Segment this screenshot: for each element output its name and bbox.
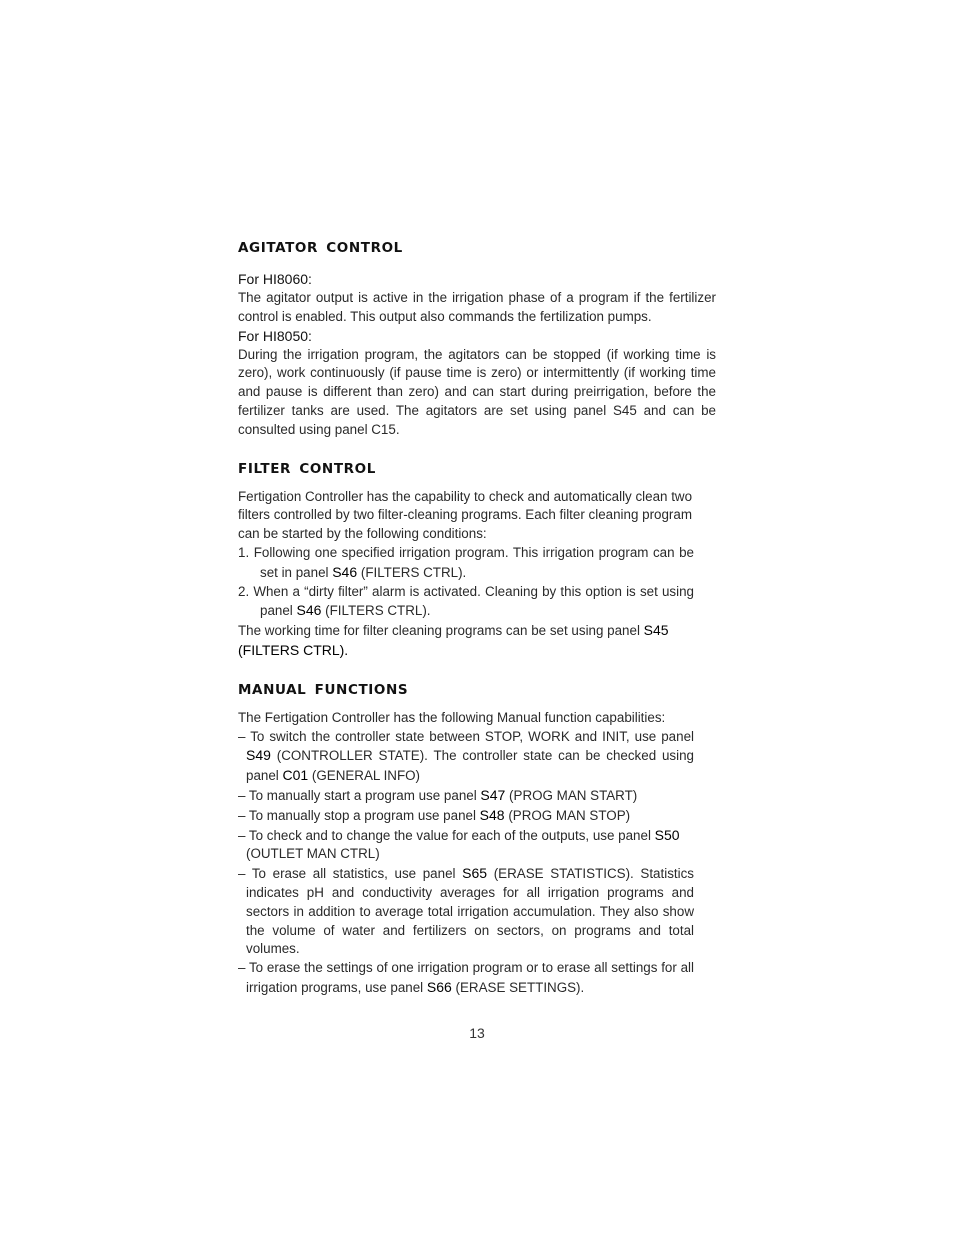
list-item-text: (ERASE STATISTICS). Statistics indicates pH and conductivity averages for all irrigation programs and sectors in addition to average total irrigation accumulation. They also show the volume of water and fertilizers on sectors, on programs and total volumes. [246, 866, 694, 957]
list-item [238, 786, 694, 806]
list-item-text: (CONTROLLER STATE). The controller state can be checked using panel [246, 748, 694, 784]
list-item-text: – To erase all statistics, use panel [238, 866, 463, 882]
section-title-manual: MANUAL FUNCTIONS [238, 681, 409, 698]
list-item-text: – To manually stop a program use panel [238, 807, 480, 823]
list-item [238, 959, 694, 998]
list-item-text: – To erase the settings of one irrigation program or to erase all settings for all irrigation programs, use panel [238, 960, 694, 995]
page-number: 13 [469, 1025, 485, 1041]
list-item-text: 2. When a “dirty filter” alarm is activated. Cleaning by this option is set using panel [238, 583, 694, 619]
list-item-text: 1. Following one specified irrigation program. This irrigation program can be set in panel [238, 544, 694, 580]
list-item-text: (FILTERS CTRL). [357, 564, 467, 580]
panel-code: S45 [643, 622, 669, 639]
panel-code: S66 [426, 978, 452, 995]
subheading-hi8060: For HI8060: [238, 271, 312, 287]
list-item-text: (GENERAL INFO) [308, 768, 421, 784]
panel-code: S65 [462, 865, 488, 882]
panel-code: S48 [479, 806, 505, 823]
panel-code: S50 [654, 826, 680, 843]
paragraph-filter-intro: Fertigation Controller has the capability to check and automatically clean two filters controlled by two filter-cleaning programs. Each filter cleaning program can be started by the following conditions: [238, 488, 693, 542]
panel-code: C01 [282, 767, 309, 784]
panel-code: S49 [246, 747, 271, 764]
list-item-text: (PROG MAN START) [505, 787, 638, 803]
page-content [238, 240, 716, 998]
paragraph-text: The working time for filter cleaning programs can be set using panel [238, 623, 644, 639]
panel-code: S47 [480, 786, 506, 803]
list-item-text: (FILTERS CTRL). [321, 603, 431, 619]
list-item-text: (ERASE SETTINGS). [451, 979, 585, 995]
panel-code: S46 [296, 602, 322, 619]
list-item-text: – To manually start a program use panel [238, 787, 481, 803]
list-item-text: (OUTLET MAN CTRL) [246, 846, 380, 862]
paragraph-hi8060: The agitator output is active in the irrigation phase of a program if the fertilizer control is enabled. This output also commands the fertilization pumps. [238, 290, 716, 324]
list-item [238, 864, 694, 959]
list-item [238, 806, 694, 826]
panel-code: S46 [332, 563, 358, 580]
section-title-filter: FILTER CONTROL [238, 460, 376, 477]
section-title-agitator: AGITATOR CONTROL [238, 240, 403, 256]
list-item [238, 583, 694, 622]
list-item [238, 728, 694, 786]
list-item-text: – To switch the controller state between STOP, WORK and INIT, use panel [238, 728, 694, 744]
subheading-hi8050: For HI8050: [238, 327, 312, 344]
list-item-text: (PROG MAN STOP) [504, 807, 631, 823]
list-item [238, 544, 694, 583]
panel-name: (FILTERS CTRL). [238, 641, 349, 658]
list-item [238, 826, 694, 865]
list-item-text: – To check and to change the value for each of the outputs, use panel [238, 827, 655, 843]
paragraph-hi8050: During the irrigation program, the agitators can be stopped (if working time is zero), work continuously (if pause time is zero) or intermittently (if working time and pause is different than zero) and can start during preirrigation, before the fertilizer tanks are used. The agitators are set using panel S45 and can be consulted using panel C15. [238, 346, 716, 437]
paragraph-filter-outro [238, 621, 708, 661]
paragraph-manual-intro: The Fertigation Controller has the following Manual function capabilities: [238, 709, 666, 725]
